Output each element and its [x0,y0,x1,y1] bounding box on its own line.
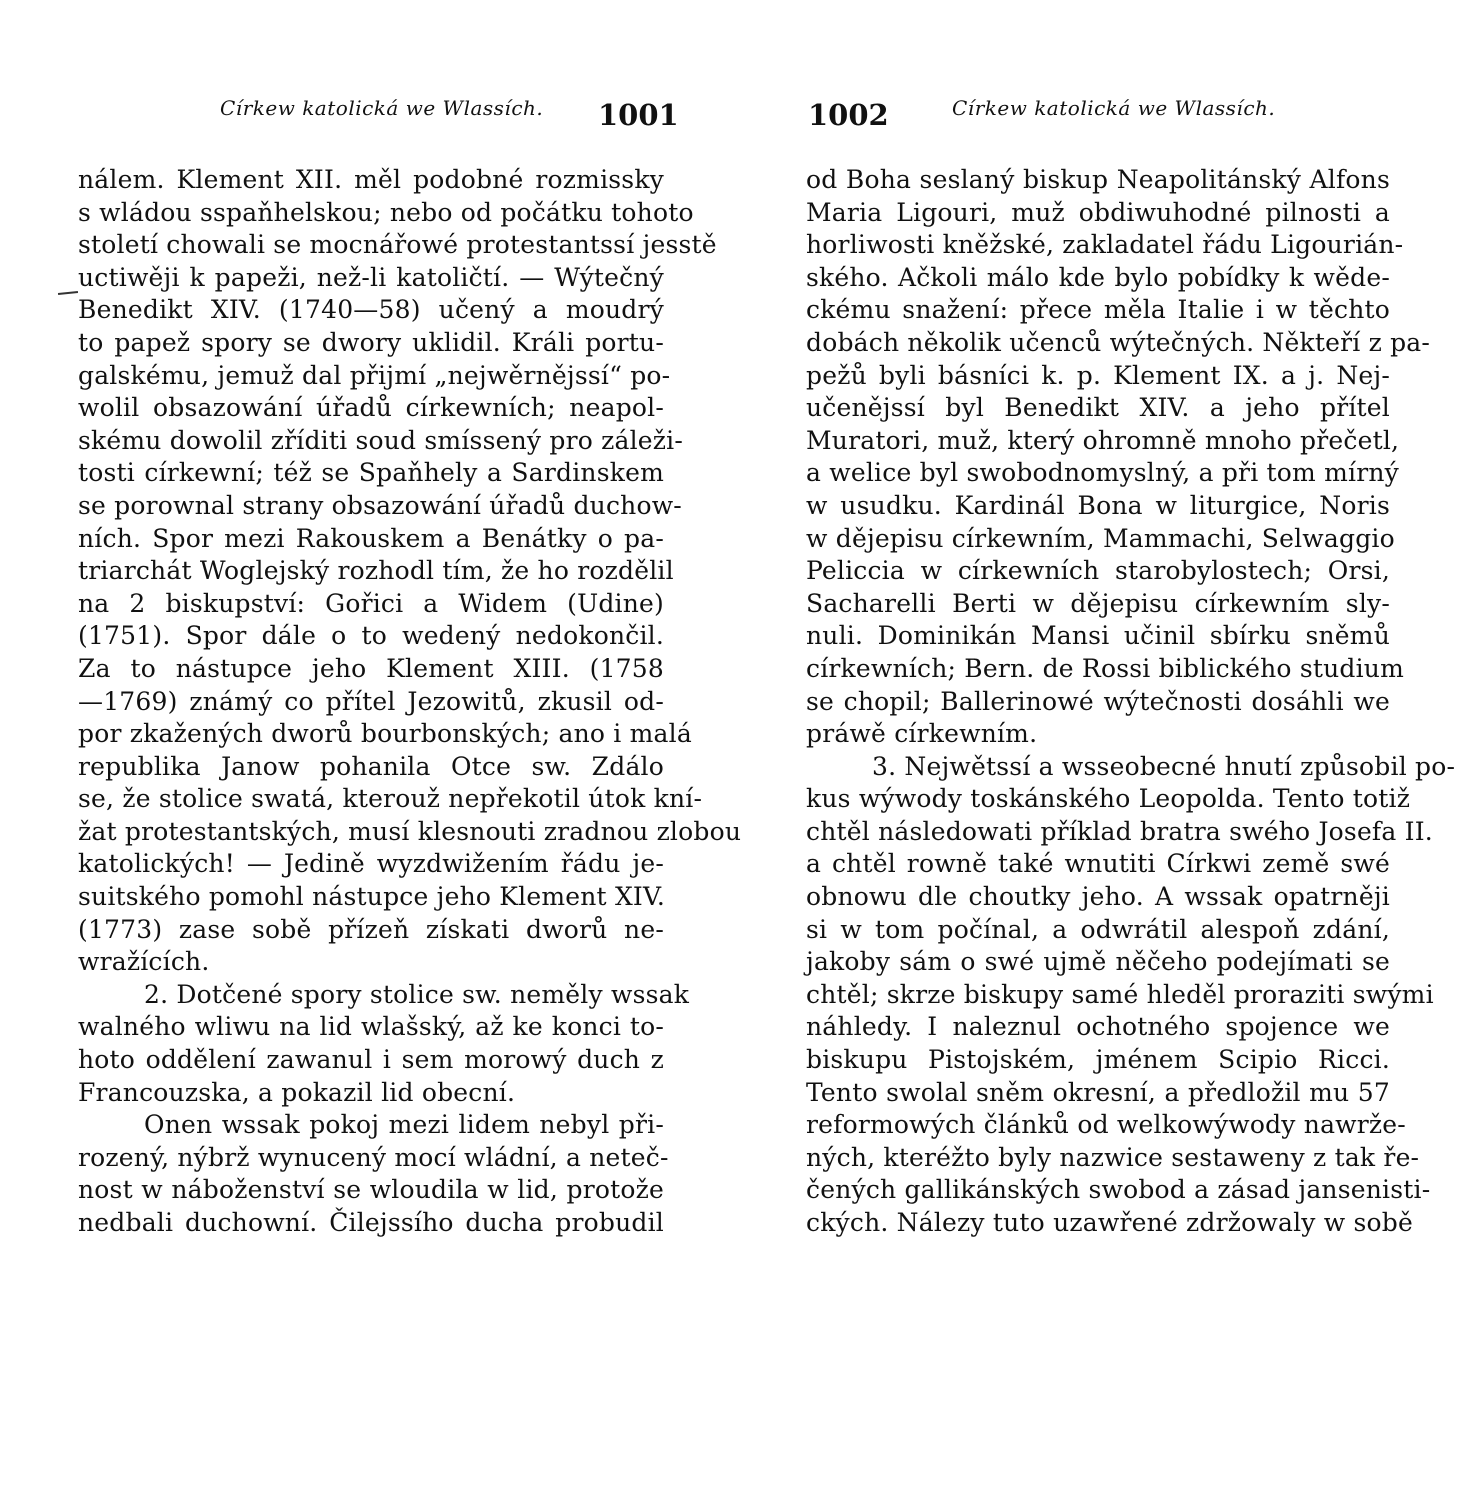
text-line: ského. Ačkoli málo kde bylo pobídky k wěde- [806,262,1390,292]
text-line: wolil obsazowání úřadů církewních; neapol- [78,393,664,423]
text-line: uctiwěji k papeži, než-li katoličtí. — Wýtečný [78,262,664,292]
running-head: Církew katolická we Wlassích. [952,96,1276,120]
text-line: 2. Dotčené spory stolice sw. neměly wssak [144,979,690,1009]
text-line: nuli. Dominikán Mansi učinil sbírku sněmů [806,621,1390,651]
text-line: ních. Spor mezi Rakouskem a Benátky o pa- [78,523,664,553]
text-line: náhledy. I naleznul ochotného spojence we [806,1012,1390,1042]
text-line: Tento swolal sněm okresní, a předložil mu 57 [806,1077,1390,1107]
text-line: chtěl; skrze biskupy samé hleděl proraziti swými [806,979,1434,1009]
text-line: od Boha seslaný biskup Neapolitánský Alfons [806,165,1390,194]
text-line: ckých. Nálezy tuto uzawřené zdržowaly w sobě [806,1208,1413,1237]
text-line: biskupu Pistojském, jménem Scipio Ricci. [806,1045,1390,1075]
text-line: a chtěl rowně také wnutiti Církwi země swé [806,849,1390,879]
text-line: a welice byl swobodnomyslný, a při tom mírný [806,458,1399,488]
text-line: obnowu dle choutky jeho. A wssak opatrněji [806,882,1390,912]
page-number: 1002 [808,98,889,132]
text-line: učenějssí byl Benedikt XIV. a jeho přítel [806,393,1390,423]
text-line: walného wliwu na lid wlašský, až ke konci to- [78,1012,664,1042]
text-line: se, že stolice swatá, kterouž nepřekotil útok kní- [78,784,703,814]
text-line: Muratori, muž, který ohromně mnoho přečetl, [806,425,1400,455]
text-line: si w tom počínal, a odwrátil alespoň zdání, [806,914,1390,944]
text-line: pežů byli básníci k. p. Klement IX. a j. Nej- [806,360,1390,390]
text-line: Maria Ligouri, muž obdiwuhodné pilnosti a [806,197,1390,227]
text-line: hoto oddělení zawanul i sem morowý duch z [78,1045,664,1075]
text-line: horliwosti kněžské, zakladatel řádu Ligourián- [806,230,1404,260]
text-line: s wládou sspaňhelskou; nebo od počátku tohoto [78,197,694,227]
text-line: katolických! — Jedině wyzdwižením řádu je- [78,849,664,879]
text-line: chtěl následowati příklad bratra swého Josefa II. [806,816,1433,846]
text-line: nost w náboženství se wloudila w lid, protože [78,1175,664,1205]
text-line: reformowých článků od welkowýwody nawrže- [806,1110,1406,1140]
margin-pen-mark [58,291,78,295]
text-line: ných, kteréžto byly nazwice sestaweny z tak ře- [806,1142,1420,1172]
text-line: w usudku. Kardinál Bona w liturgice, Noris [806,490,1390,520]
running-head: Církew katolická we Wlassích. [220,96,544,120]
text-line: wražících. [78,947,210,977]
text-line: rozený, nýbrž wynucený mocí wládní, a neteč- [78,1142,669,1172]
text-line: Francouzska, a pokazil lid obecní. [78,1077,516,1107]
text-line: se porownal strany obsazowání úřadů duchow- [78,490,682,520]
text-line: por zkažených dworů bourbonských; ano i malá [78,719,692,749]
text-line: nálem. Klement XII. měl podobné rozmissky [78,165,664,194]
text-line: kus wýwody toskánského Leopolda. Tento totiž [806,784,1411,814]
text-line: tosti církewní; též se Spaňhely a Sardinskem [78,458,664,488]
text-line: dobách několik učenců wýtečných. Někteří z pa- [806,327,1431,357]
text-line: (1751). Spor dále o to wedený nedokončil. [78,621,664,651]
page-body-text [78,164,742,1240]
text-line: 3. Nejwětssí a wsseobecné hnutí způsobil po- [872,751,1456,781]
text-line: na 2 biskupství: Gořici a Widem (Udine) [78,588,664,618]
text-line: Za to nástupce jeho Klement XIII. (1758 [78,653,664,683]
text-line: jakoby sám o swé ujmě něčeho podejímati se [806,947,1390,977]
text-line: ckému snažení: přece měla Italie i w těchto [806,295,1390,325]
text-line: století chowali se mocnářowé protestantssí jesstě [78,230,717,260]
text-line: čených gallikánských swobod a zásad jansenisti- [806,1175,1431,1205]
text-line: suitského pomohl nástupce jeho Klement XIV. [78,882,666,912]
text-line: Benedikt XIV. (1740—58) učený a moudrý [78,295,664,325]
text-line: to papež spory se dwory uklidil. Králi portu- [78,327,664,357]
text-line: republika Janow pohanila Otce sw. Zdálo [78,751,664,781]
page-number: 1001 [598,98,679,132]
text-line: w dějepisu církewním, Mammachi, Selwaggio [806,523,1395,553]
text-line: galskému, jemuž dal přijmí „nejwěrnějssí“ po- [78,360,671,390]
text-line: práwě církewním. [806,719,1038,749]
page-body-text [806,164,1456,1240]
text-line: Onen wssak pokoj mezi lidem nebyl při- [144,1110,664,1140]
text-line: se chopil; Ballerinowé wýtečnosti dosáhli we [806,686,1390,716]
text-line: skému dowolil zříditi soud smíssený pro záleži- [78,425,683,455]
text-line: triarchát Woglejský rozhodl tím, že ho rozdělil [78,556,674,586]
text-line: (1773) zase sobě přízeň získati dworů ne- [78,914,664,944]
text-line: Sacharelli Berti w dějepisu církewním sly- [806,588,1390,618]
text-line: Peliccia w církewních starobylostech; Orsi, [806,556,1390,586]
text-line: —1769) známý co přítel Jezowitů, zkusil od- [78,686,664,716]
text-line: žat protestantských, musí klesnouti zradnou zlobou [78,816,742,846]
text-line: nedbali duchowní. Čilejssího ducha probudil [78,1208,664,1237]
text-line: církewních; Bern. de Rossi biblického studium [806,653,1405,683]
